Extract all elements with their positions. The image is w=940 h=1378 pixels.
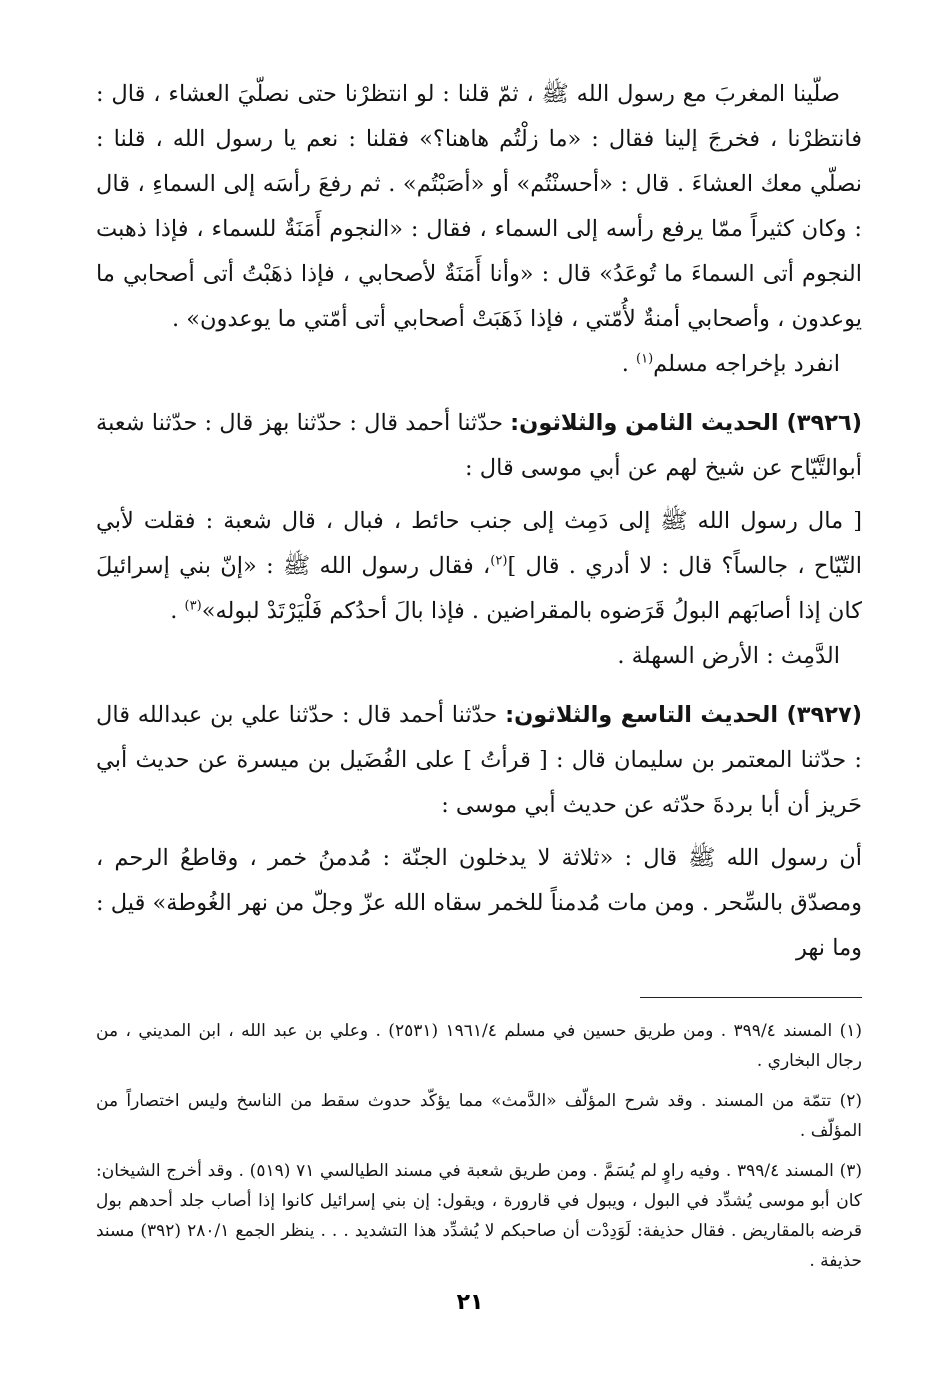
hadith-continuation-paragraph: صلّينا المغربَ مع رسول الله ﷺ ، ثمّ قلنا : لو انتظرْنا حتى نصلّيَ العشاء ، قال : فانتظرْنا ، فخرجَ إلينا فقال : «ما زلْتُم هاهنا؟» فقلنا : نعم يا رسول الله ، قلنا : نصلّي معك العشاءَ . قال : «أحسنْتُم» أو «أصَبْتُم» . ثم رفعَ رأسَه إلى السماءِ ، قال : وكان كثيراً ممّا يرفع رأسه إلى السماء ، فقال : «النجوم أَمَنَةٌ للسماء ، فإذا ذهبت النجوم أتى السماءَ ما تُوعَدُ» قال : «وأنا أَمَنَةٌ لأصحابي ، فإذا ذهَبْتُ أتى أصحابي ما يوعدون ، وأصحابي أمنةٌ لأُمّتي ، فإذا ذَهَبَتْ أصحابي أتى أمّتي ما يوعدون» . [96, 81, 862, 332]
gloss-damith: الدَّمِث : الأرض السهلة . [617, 643, 840, 669]
hadith-3927-title: (٣٩٢٧) الحديث التاسع والثلاثون: [505, 702, 862, 728]
hadith-3926-text-c: . [170, 598, 185, 624]
hadith-3926-title: (٣٩٢٦) الحديث الثامن والثلاثون: [510, 410, 862, 436]
footnotes [96, 1016, 862, 1276]
footnote-ref-2: (٢) [490, 553, 508, 569]
footnote-divider [640, 997, 862, 998]
main-text [96, 72, 862, 971]
takhrij-note [96, 342, 862, 387]
footnote-2: (٢) تتمّة من المسند . وقد شرح المؤلّف «الدَّمث» مما يؤكّد حدوث سقط من الناسخ وليس اختصاراً من المؤلّف . [96, 1091, 862, 1141]
hadith-3926-isnad: حدّثنا أحمد قال : حدّثنا بهز قال : حدّثنا شعبة أبوالتَّيّاح عن شيخ لهم عن أبي موسى قال : [96, 410, 862, 481]
footnote-ref-1: (١) [636, 351, 654, 367]
hadith-3926-text-b: ، فقال رسول الله ﷺ : «إنّ بني إسرائيلَ كان إذا أصابَهم البولُ قَرَضوه بالمقراضين . فإذا بالَ أحدُكم فَلْيَرْتَدْ لبوله» [96, 553, 862, 624]
hadith-3926-chain [96, 401, 862, 491]
hadith-3927-text: أن رسول الله ﷺ قال : «ثلاثة لا يدخلون الجنّة : مُدمنُ خمر ، وقاطعُ الرحم ، ومصدّق بالسِّحر . ومن مات مُدمناً للخمر سقاه الله عزّ وجلّ من نهر الغُوطة» قيل : وما نهر [96, 845, 862, 961]
footnote-1: (١) المسند ٣٩٩/٤ . ومن طريق حسين في مسلم ١٩٦١/٤ (٢٥٣١) . وعلي بن عبد الله ، ابن المديني ، من رجال البخاري . [96, 1021, 863, 1071]
hadith-3927-isnad: حدّثنا أحمد قال : حدّثنا علي بن عبدالله قال : حدّثنا المعتمر بن سليمان قال : [ قرأتُ ] على الفُضَيل بن ميسرة عن حديث أبي حَريز أن أبا بردةَ حدّثه عن حديث أبي موسى : [96, 702, 862, 818]
hadith-3927-chain [96, 693, 862, 828]
hadith-3926-text [96, 499, 862, 634]
takhrij-end: . [621, 351, 636, 377]
footnote-ref-3: (٣) [184, 598, 202, 614]
footnote-3: (٣) المسند ٣٩٩/٤ . وفيه راوٍ لم يُسَمَّ . ومن طريق شعبة في مسند الطيالسي ٧١ (٥١٩) . وقد أخرج الشيخان: كان أبو موسى يُشدِّد في البول ، ويبول في قارورة ، ويقول: إن بني إسرائيل كانوا إذا أصاب جلد أحدهم بول قرضه بالمقاريض . فقال حذيفة: لَوَدِدْت أن صاحبكم لا يُشدِّد هذا التشديد . . . ينظر الجمع ٢٨٠/١ (٣٩٢) مسند حذيفة . [96, 1161, 863, 1271]
takhrij-text: انفرد بإخراجه مسلم [653, 351, 840, 377]
hadith-3926-text-a: [ مال رسول الله ﷺ إلى دَمِث إلى جنب حائط ، فبال ، قال شعبة : فقلت لأبي التّيّاح ، جالساً؟ قال : لا أدري . قال ] [96, 508, 862, 579]
page-number: ٢١ [456, 1290, 484, 1315]
